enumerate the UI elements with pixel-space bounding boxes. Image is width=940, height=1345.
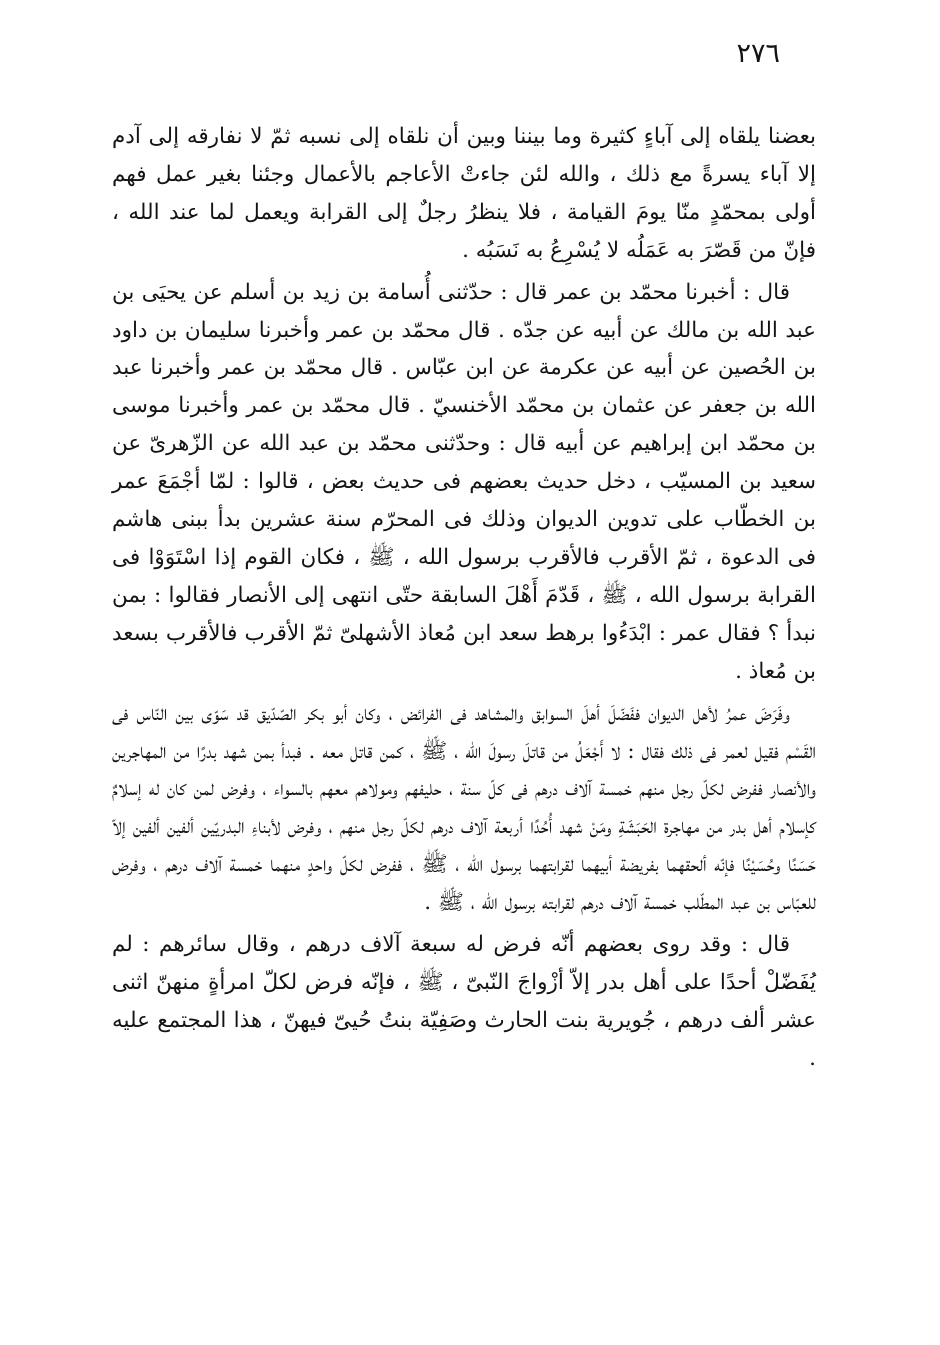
paragraph-4: قال : وقد روى بعضهم أنّه فرض له سبعة آلاف درهم ، وقال سائرهم : لم يُفَضّلْ أحدًا على أهل بدر إلاّ أزْواجَ النّبىّ ، ﷺ ، فإنّه فرض لكلّ امرأةٍ منهنّ اثنى عشر ألف درهم ، جُويرية بنت الحارث وصَفِيّة بنتُ حُيىّ فيهنّ ، هذا المجتمع عليه .	[112, 932, 816, 1071]
body-text	[112, 118, 816, 1078]
page-number: ٢٧٦	[736, 38, 780, 69]
paragraph-2: قال : أخبرنا محمّد بن عمر قال : حدّثنى أُسامة بن زيد بن أسلم عن يحيَى بن عبد الله بن مالك عن أبيه عن جدّه . قال محمّد بن عمر وأخبرنا سليمان بن داود بن الحُصين عن أبيه عن عكرمة عن ابن عبّاس . قال محمّد بن عمر وأخبرنا عبد الله بن جعفر عن عثمان بن محمّد الأخنسيّ . قال محمّد بن عمر وأخبرنا موسى بن محمّد ابن إبراهيم عن أبيه قال : وحدّثنى محمّد بن عبد الله عن الزّهرىّ عن سعيد بن المسيّب ، دخل حديث بعضهم فى حديث بعض ، قالوا : لمّا أجْمَعَ عمر بن الخطّاب على تدوين الديوان وذلك فى المحرّم سنة عشرين بدأ ببنى هاشم فى الدعوة ، ثمّ الأقرب فالأقرب برسول الله ، ﷺ ، فكان القوم إذا اسْتَوَوْا فى القرابة برسول الله ، ﷺ ، قَدّمَ أَهْلَ السابقة حتّى انتهى إلى الأنصار فقالوا : بمن نبدأ ؟ فقال عمر : ابْدَءُوا برهط سعد ابن مُعاذ الأشهلىّ ثمّ الأقرب فالأقرب بسعد بن مُعاذ .	[112, 279, 816, 684]
paragraph-3: وفَرَضَ عمرُ لأهل الديوان ففَضّلَ أهلَ السوابق والمشاهد فى الفرائض ، وكان أبو بكر الصّدّيق قد سَوّى بين النّاس فى القَسْم فقيل لعمر فى ذلك فقال : لا أَجْعَلُ من قاتلَ رسولَ الله ، ﷺ ، كمن قاتل معه . فبدأ بمن شهد بدرًا من المهاجرين والأنصار ففرض لكلّ رجل منهم خمسة آلاف درهم فى كلّ سنة ، حليفهم ومولاهم معهم بالسواء ، وفرض لمن كان له إسلامٌ كإسلام أهل بدر من مهاجرة الحَبَشَةِ ومَنْ شهد أُحُدًا أربعة آلاف درهم لكلّ رجل منهم ، وفرض لأبناءِ البدريّين ألفين ألفين إلاّ حَسَنًا وحُسَيْنًا فإنّه ألحقهما بفريضة أبيهما لقرابتهما برسول الله ، ﷺ ، ففرض لكلّ واحدٍ منهما خمسة آلاف درهم ، وفرض للعبّاس بن عبد المطّلب خمسة آلاف درهم لقرابته برسول الله ، ﷺ .	[112, 700, 816, 916]
paragraph-1: بعضنا يلقاه إلى آباءٍ كثيرة وما بيننا وبين أن نلقاه إلى نسبه ثمّ لا نفارقه إلى آدم إلا آباء يسرةً مع ذلك ، والله لئن جاءتْ الأعاجم بالأعمال وجئنا بغير عمل فهم أولى بمحمّدٍ منّا يومَ القيامة ، فلا ينظرُ رجلٌ إلى القرابة ويعمل لما عند الله ، فإنّ من قَصّرَ به عَمَلُه لا يُسْرِعُ به نَسَبُه .	[112, 124, 816, 263]
